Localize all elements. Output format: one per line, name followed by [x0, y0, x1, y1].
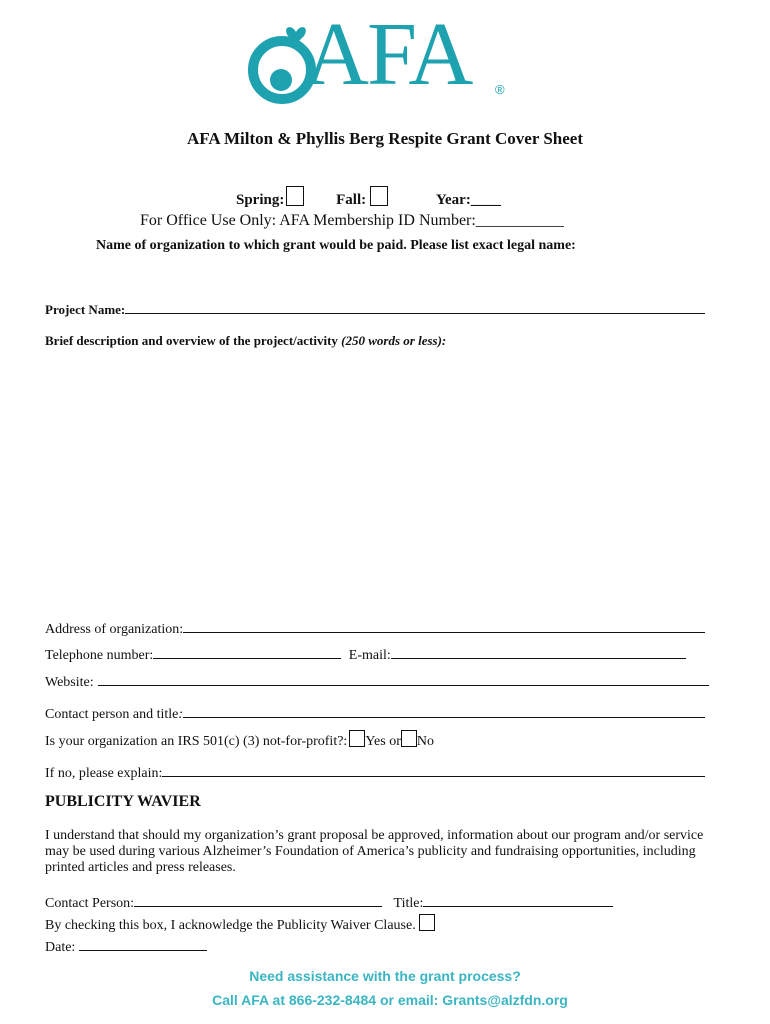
contact-label: Contact person and title — [45, 707, 179, 722]
contact-person-line[interactable] — [134, 893, 382, 907]
date-row[interactable] — [45, 937, 207, 956]
year-field[interactable]: Year:____ — [435, 192, 501, 208]
yes-label: Yes or — [365, 734, 401, 749]
email-label: E-mail: — [348, 648, 391, 663]
acknowledge-checkbox[interactable] — [419, 914, 435, 931]
description-label — [45, 333, 446, 349]
page-title: AFA Milton & Phyllis Berg Respite Grant Cover Sheet — [187, 129, 583, 148]
acknowledge-text: By checking this box, I acknowledge the Publicity Waiver Clause. — [45, 918, 416, 933]
explain-line[interactable] — [162, 763, 705, 777]
spring-checkbox[interactable] — [286, 186, 304, 206]
telephone-label: Telephone number: — [45, 648, 154, 663]
explain-label: If no, please explain: — [45, 766, 163, 781]
website-row[interactable] — [45, 672, 709, 691]
org-name-prompt: Name of organization to which grant would be paid. Please list exact legal name: — [96, 238, 576, 253]
project-name-line[interactable] — [125, 300, 705, 314]
afa-logo — [246, 5, 516, 104]
title-label: Title: — [393, 896, 424, 911]
date-line[interactable] — [79, 937, 207, 951]
description-area[interactable] — [45, 352, 725, 607]
description-note: (250 words or less): — [341, 333, 447, 348]
project-name-row[interactable] — [45, 300, 705, 318]
contact-line[interactable] — [183, 704, 705, 718]
address-label: Address of organization: — [45, 622, 184, 637]
no-checkbox[interactable] — [401, 730, 417, 747]
address-row[interactable] — [45, 619, 705, 638]
spring-label: Spring: — [236, 192, 285, 208]
telephone-line[interactable] — [153, 645, 341, 659]
address-line[interactable] — [183, 619, 705, 633]
office-use-line[interactable]: For Office Use Only: AFA Membership ID Number:___________ — [140, 212, 564, 229]
website-line[interactable] — [98, 672, 709, 686]
registered-mark: ® — [495, 82, 505, 97]
explain-row[interactable] — [45, 763, 705, 782]
footer-contact: Call AFA at 866-232-8484 or email: Grants@alzfdn.org — [212, 992, 568, 1008]
description-label-text: Brief description and overview of the project/activity — [45, 333, 338, 348]
irs-question: Is your organization an IRS 501(c) (3) not-for-profit?: — [45, 734, 348, 749]
fall-checkbox[interactable] — [370, 186, 388, 206]
contact-person-row[interactable] — [45, 893, 613, 912]
telephone-row[interactable] — [45, 645, 686, 664]
contact-person-label: Contact Person: — [45, 896, 135, 911]
email-line[interactable] — [391, 645, 686, 659]
yes-checkbox[interactable] — [349, 730, 365, 747]
project-name-label: Project Name: — [45, 302, 126, 317]
publicity-heading: PUBLICITY WAVIER — [45, 793, 201, 810]
publicity-text: I understand that should my organization’s grant proposal be approved, information about our program and/or service may be used during various Alzheimer’s Foundation of America’s publicity and fundraising opportunities, including printed articles and press releases. — [45, 828, 704, 875]
date-label: Date: — [45, 940, 76, 955]
footer-assistance: Need assistance with the grant process? — [249, 968, 521, 984]
season-row — [236, 186, 501, 209]
website-label: Website: — [45, 675, 94, 690]
fall-label: Fall: — [336, 192, 367, 208]
irs-row — [45, 730, 434, 750]
title-line[interactable] — [423, 893, 613, 907]
contact-colon: : — [178, 707, 184, 722]
logo-text: AFA — [304, 5, 472, 104]
contact-row[interactable] — [45, 704, 705, 723]
acknowledge-row — [45, 914, 435, 934]
no-label: No — [416, 734, 434, 749]
